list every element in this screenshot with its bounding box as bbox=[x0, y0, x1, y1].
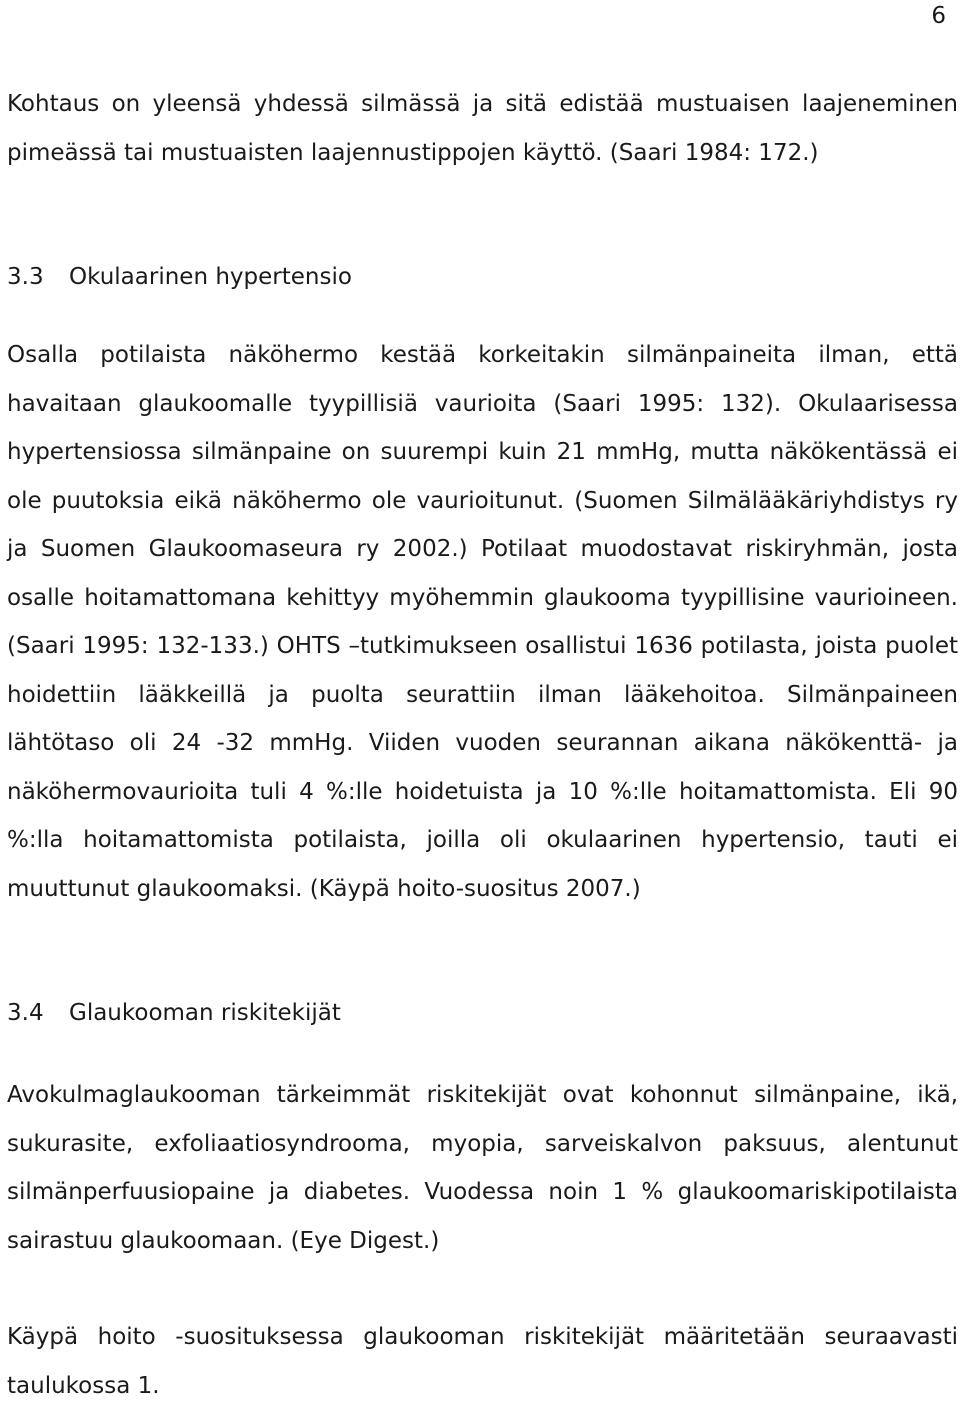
section-title: Glaukooman riskitekijät bbox=[69, 1000, 341, 1026]
section-title: Okulaarinen hypertensio bbox=[69, 264, 352, 290]
paragraph-hypertension: Osalla potilaista näköhermo kestää korkeitakin silmänpaineita ilman, että havaitaan glaukoomalle tyypillisiä vaurioita (Saari 1995: 132). Okulaarisessa hypertensiossa silmänpaine on suurempi kuin 21 mmHg, mutta näkökentässä ei ole puutoksia eikä näköhermo ole vaurioitunut. (Suomen Silmälääkäriyhdistys ry ja Suomen Glaukoomaseura ry 2002.) Potilaat muodostavat riskiryhmän, josta osalle hoitamattomana kehittyy myöhemmin glaukooma tyypillisine vaurioineen. (Saari 1995: 132-133.) OHTS –tutkimukseen osallistui 1636 potilasta, joista puolet hoidettiin lääkkeillä ja puolta seurattiin ilman lääkehoitoa. Silmänpaineen lähtötaso oli 24 -32 mmHg. Viiden vuoden seurannan aikana näkökenttä- ja näköhermovaurioita tuli 4 %:lle hoidetuista ja 10 %:lle hoitamattomista. Eli 90 %:lla hoitamattomista potilaista, joilla oli okulaarinen hypertensio, tauti ei muuttunut glaukoomaksi. (Käypä hoito-suositus 2007.) bbox=[7, 342, 958, 902]
paragraph-risk-factors: Avokulmaglaukooman tärkeimmät riskitekijät ovat kohonnut silmänpaine, ikä, sukurasite, exfoliaatiosyndrooma, myopia, sarveiskalvon paksuus, alentunut silmänperfuusiopaine ja diabetes. Vuodessa noin 1 % glaukoomariskipotilaista sairastuu glaukoomaan. (Eye Digest.) bbox=[7, 1082, 958, 1254]
section-number: 3.4 bbox=[7, 1000, 44, 1026]
page-number: 6 bbox=[931, 3, 946, 29]
section-heading-3-4 bbox=[7, 998, 341, 1028]
paragraph-intro: Kohtaus on yleensä yhdessä silmässä ja sitä edistää mustuaisen laajeneminen pimeässä tai mustuaisten laajennustippojen käyttö. (Saari 1984: 172.) bbox=[7, 91, 958, 166]
paragraph-care-guideline: Käypä hoito -suosituksessa glaukooman riskitekijät määritetään seuraavasti taulukossa 1. bbox=[7, 1324, 958, 1399]
section-heading-3-3 bbox=[7, 262, 352, 292]
section-number: 3.3 bbox=[7, 264, 44, 290]
